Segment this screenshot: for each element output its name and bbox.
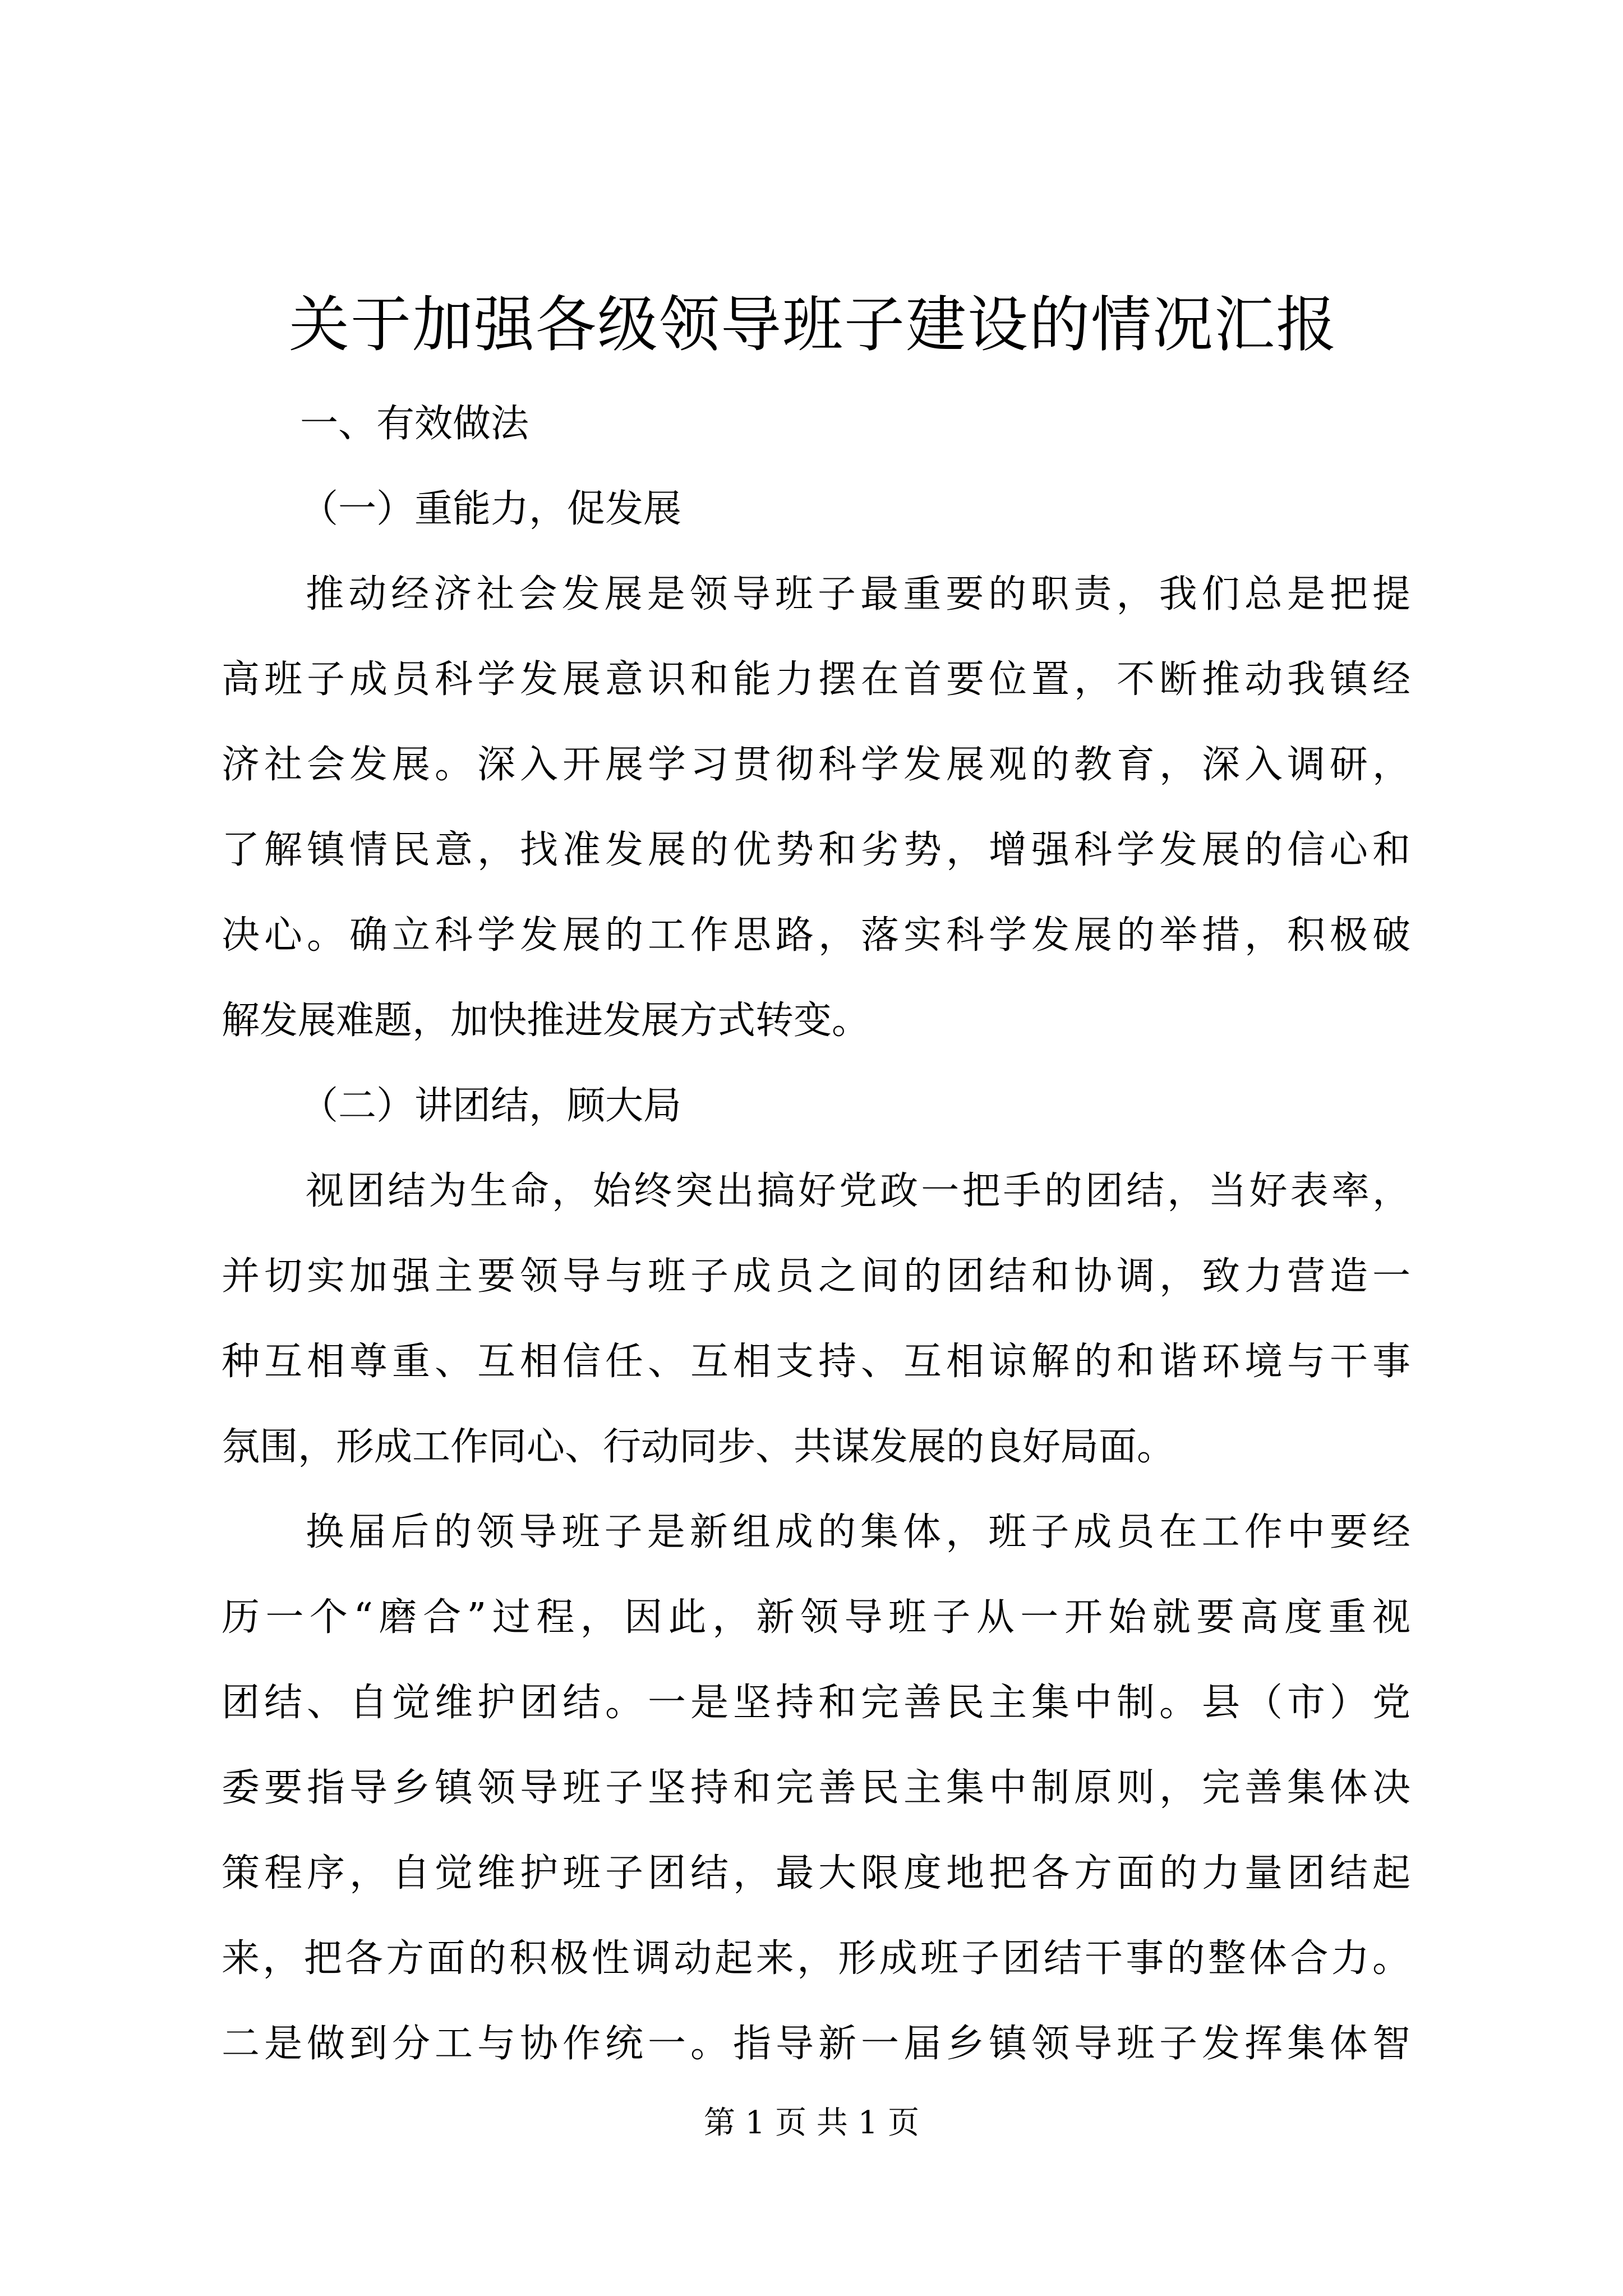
paragraph-line: 并切实加强主要领导与班子成员之间的团结和协调，致力营造一: [222, 1254, 1410, 1299]
paragraph-line: 济社会发展。深入开展学习贯彻科学发展观的教育，深入调研，: [222, 743, 1410, 787]
paragraph-line: 高班子成员科学发展意识和能力摆在首要位置，不断推动我镇经: [222, 657, 1410, 702]
paragraph-line: 委要指导乡镇领导班子坚持和完善民主集中制原则，完善集体决: [222, 1766, 1410, 1810]
paragraph-line: 氛围，形成工作同心、行动同步、共谋发展的良好局面。: [222, 1425, 1175, 1469]
paragraph-line: 视团结为生命，始终突出搞好党政一把手的团结，当好表率，: [306, 1169, 1410, 1213]
paragraph-line: 团结、自觉维护团结。一是坚持和完善民主集中制。县（市）党: [222, 1681, 1410, 1725]
page-number-footer: 第 1 页 共 1 页: [703, 2105, 920, 2141]
subsection-heading: （二）讲团结，顾大局: [300, 1084, 682, 1128]
paragraph-line: 二是做到分工与协作统一。指导新一届乡镇领导班子发挥集体智: [222, 2022, 1410, 2066]
paragraph-line: 种互相尊重、互相信任、互相支持、互相谅解的和谐环境与干事: [222, 1340, 1410, 1384]
paragraph-line: 解发展难题，加快推进发展方式转变。: [222, 999, 870, 1043]
paragraph-line: 决心。确立科学发展的工作思路，落实科学发展的举措，积极破: [222, 913, 1410, 958]
paragraph-line: 推动经济社会发展是领导班子最重要的职责，我们总是把提: [306, 572, 1410, 616]
paragraph-line: 来，把各方面的积极性调动起来，形成班子团结干事的整体合力。: [222, 1936, 1410, 1981]
paragraph-line: 了解镇情民意，找准发展的优势和劣势，增强科学发展的信心和: [222, 828, 1410, 872]
document-body: [222, 381, 1410, 2087]
paragraph-line: 换届后的领导班子是新组成的集体，班子成员在工作中要经: [306, 1510, 1410, 1554]
paragraph-line: 历一个“磨合”过程，因此，新领导班子从一开始就要高度重视: [222, 1595, 1410, 1640]
paragraph-line: 策程序，自觉维护班子团结，最大限度地把各方面的力量团结起: [222, 1851, 1410, 1895]
document-title: 关于加强各级领导班子建设的情况汇报: [288, 290, 1338, 360]
section-heading: 一、有效做法: [300, 402, 529, 446]
subsection-heading: （一）重能力，促发展: [300, 487, 682, 531]
